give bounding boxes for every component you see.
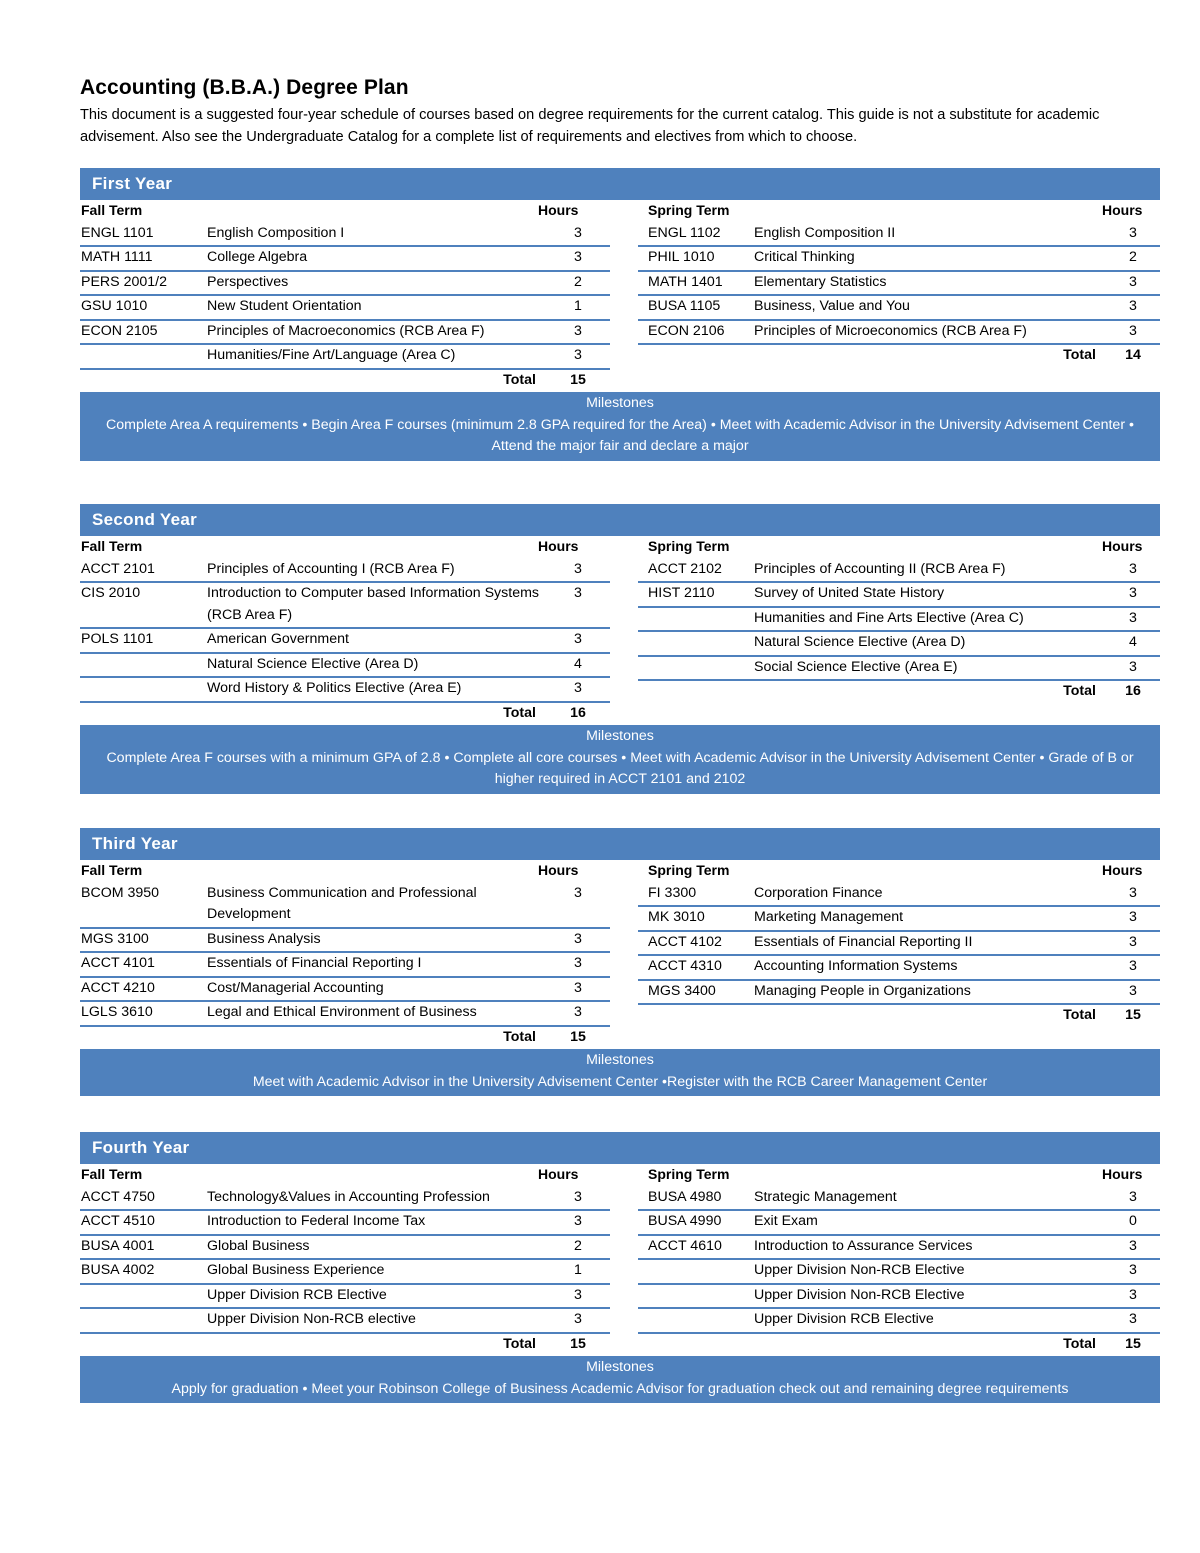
course-hours: 2: [1129, 249, 1137, 265]
course-row: [80, 345, 610, 370]
year-title: Second Year: [80, 504, 1160, 536]
course-title: Strategic Management: [754, 1188, 897, 1205]
course-hours: 3: [1129, 958, 1137, 974]
course-row: [80, 1002, 610, 1027]
course-hours: 3: [1129, 609, 1137, 626]
course-title: Natural Science Elective (Area D): [754, 634, 966, 650]
terms-container: [80, 860, 1160, 1049]
milestones-box: [80, 392, 1160, 461]
milestones-box: [80, 1049, 1160, 1096]
course-hours: 3: [1129, 298, 1137, 314]
hours-column-header: Hours: [538, 862, 579, 878]
course-row: [638, 1211, 1160, 1236]
course-hours: 3: [574, 1213, 582, 1229]
course-title: Critical Thinking: [754, 249, 855, 265]
spring-term-label: Spring Term: [648, 1166, 730, 1182]
hours-column-header: Hours: [1102, 862, 1143, 878]
course-hours: 3: [1129, 909, 1137, 925]
course-row: [80, 559, 610, 584]
course-hours: 3: [574, 560, 582, 577]
course-title: Global Business: [207, 1237, 310, 1254]
course-code: MATH 1401: [648, 273, 723, 290]
milestones-box: [80, 725, 1160, 794]
course-title: Natural Science Elective (Area D): [207, 655, 419, 672]
spring-term-table: [638, 860, 1160, 1049]
page-title: Accounting (B.B.A.) Degree Plan: [80, 76, 409, 99]
course-code: PERS 2001/2: [81, 273, 167, 290]
course-code: ACCT 4210: [81, 979, 155, 996]
course-row: [80, 1211, 610, 1236]
course-title: Global Business Experience: [207, 1262, 385, 1278]
course-title: Principles of Accounting I (RCB Area F): [207, 560, 455, 577]
course-code: ACCT 4101: [81, 955, 155, 971]
course-title: Accounting Information Systems: [754, 958, 958, 974]
milestones-heading: Milestones: [586, 1052, 654, 1068]
course-hours: 3: [574, 680, 582, 696]
course-title: Legal and Ethical Environment of Business: [207, 1004, 477, 1020]
fall-term-table: [80, 536, 610, 725]
course-code: ENGL 1102: [648, 224, 721, 241]
course-row: [80, 321, 610, 346]
hours-column-header: Hours: [1102, 538, 1143, 554]
course-hours: 0: [1129, 1213, 1137, 1229]
course-row: [638, 1260, 1160, 1285]
total-row: [638, 681, 1160, 704]
total-row: [638, 1334, 1160, 1357]
hours-column-header: Hours: [1102, 1166, 1143, 1182]
course-code: MK 3010: [648, 909, 705, 925]
total-hours: 15: [570, 1335, 586, 1352]
course-hours: 3: [1129, 884, 1137, 901]
course-hours: 3: [1129, 1286, 1137, 1303]
course-title: Managing People in Organizations: [754, 982, 971, 999]
hours-column-header: Hours: [538, 1166, 579, 1182]
course-hours: 3: [574, 1311, 582, 1327]
course-row: [638, 559, 1160, 584]
course-row: [638, 1187, 1160, 1212]
course-title: Upper Division RCB Elective: [207, 1286, 387, 1303]
course-hours: 3: [574, 979, 582, 996]
course-row: [80, 272, 610, 297]
course-title: Humanities and Fine Arts Elective (Area C): [754, 609, 1024, 626]
course-row: [638, 247, 1160, 272]
course-hours: 3: [1129, 224, 1137, 241]
course-row: [80, 978, 610, 1003]
total-label: Total: [1063, 683, 1096, 699]
total-hours: 15: [570, 371, 586, 388]
course-code: ECON 2105: [81, 322, 158, 339]
spring-term-label: Spring Term: [648, 538, 730, 554]
course-hours: 3: [574, 631, 582, 647]
course-row: [638, 657, 1160, 682]
course-code: BCOM 3950: [81, 884, 160, 901]
year-section-first: [80, 168, 1160, 461]
total-row: [638, 1005, 1160, 1028]
course-hours: 3: [574, 585, 582, 601]
spring-term-label: Spring Term: [648, 202, 730, 218]
total-row: [80, 370, 610, 393]
course-row: [638, 632, 1160, 657]
course-title: Humanities/Fine Art/Language (Area C): [207, 347, 456, 363]
year-title: Third Year: [80, 828, 1160, 860]
course-row: [80, 929, 610, 954]
course-title: Upper Division Non-RCB Elective: [754, 1262, 965, 1278]
fall-term-label: Fall Term: [81, 1166, 143, 1182]
fall-term-label: Fall Term: [81, 538, 143, 554]
total-label: Total: [1063, 347, 1096, 363]
course-code: MATH 1111: [81, 249, 153, 265]
course-title: Corporation Finance: [754, 884, 883, 901]
course-code: BUSA 4002: [81, 1262, 155, 1278]
course-code: BUSA 1105: [648, 298, 721, 314]
course-code: BUSA 4980: [648, 1188, 722, 1205]
term-header-row: [80, 536, 610, 559]
milestones-heading: Milestones: [586, 395, 654, 411]
course-row: [638, 1236, 1160, 1261]
course-title: Elementary Statistics: [754, 273, 887, 290]
course-code: ECON 2106: [648, 322, 725, 339]
course-code: GSU 1010: [81, 298, 148, 314]
course-code: CIS 2010: [81, 585, 141, 601]
total-row: [80, 1334, 610, 1357]
course-code: ACCT 4750: [81, 1188, 155, 1205]
course-row: [80, 1285, 610, 1310]
spring-term-table: [638, 1164, 1160, 1356]
spring-term-table: [638, 200, 1160, 392]
course-code: ENGL 1101: [81, 224, 154, 241]
course-hours: 1: [574, 1262, 582, 1278]
course-hours: 3: [574, 1004, 582, 1020]
course-code: BUSA 4001: [81, 1237, 155, 1254]
course-hours: 3: [574, 322, 582, 339]
course-title: Upper Division Non-RCB Elective: [754, 1286, 965, 1303]
course-hours: 3: [1129, 1311, 1137, 1327]
course-code: ACCT 2102: [648, 560, 722, 577]
spring-term-label: Spring Term: [648, 862, 730, 878]
course-hours: 3: [1129, 1262, 1137, 1278]
course-code: LGLS 3610: [81, 1004, 153, 1020]
total-hours: 16: [1125, 683, 1141, 699]
course-code: ACCT 2101: [81, 560, 155, 577]
course-hours: 3: [1129, 273, 1137, 290]
course-code: ACCT 4510: [81, 1213, 155, 1229]
course-row: [638, 1309, 1160, 1334]
course-hours: 2: [574, 273, 582, 290]
course-code: POLS 1101: [81, 631, 154, 647]
course-title: Business Communication and Professional Development: [207, 884, 477, 922]
course-hours: 3: [574, 1286, 582, 1303]
course-hours: 4: [1129, 634, 1137, 650]
course-row: [80, 678, 610, 703]
intro-text: This document is a suggested four-year schedule of courses based on degree requirements for the current catalog. This guide is not a substitute for academic advisement. Also see the Undergraduate Catalog for a complete list of requirements and electives from which to choose.: [80, 107, 1100, 145]
terms-container: [80, 1164, 1160, 1356]
course-row: [80, 654, 610, 679]
course-code: PHIL 1010: [648, 249, 715, 265]
course-title: Survey of United State History: [754, 585, 945, 601]
course-hours: 3: [574, 224, 582, 241]
total-hours: 14: [1125, 347, 1141, 363]
total-row: [638, 345, 1160, 368]
course-code: BUSA 4990: [648, 1213, 722, 1229]
course-title: Essentials of Financial Reporting I: [207, 955, 422, 971]
term-header-row: [638, 200, 1160, 223]
course-title: Essentials of Financial Reporting II: [754, 933, 973, 950]
course-hours: 1: [574, 298, 582, 314]
course-row: [638, 907, 1160, 932]
milestones-heading: Milestones: [586, 728, 654, 744]
fall-term-label: Fall Term: [81, 862, 143, 878]
term-header-row: [80, 200, 610, 223]
term-header-row: [638, 1164, 1160, 1187]
course-row: [638, 223, 1160, 248]
course-row: [80, 247, 610, 272]
course-code: MGS 3400: [648, 982, 716, 999]
course-hours: 2: [574, 1237, 582, 1254]
course-row: [80, 1309, 610, 1334]
course-hours: 3: [574, 1188, 582, 1205]
course-code: FI 3300: [648, 884, 697, 901]
course-row: [638, 321, 1160, 346]
course-hours: 3: [1129, 933, 1137, 950]
course-title: Upper Division Non-RCB elective: [207, 1311, 416, 1327]
milestones-text: Meet with Academic Advisor in the University Advisement Center •Register with the RCB Career Management Center: [252, 1073, 988, 1090]
total-label: Total: [503, 1335, 536, 1352]
course-code: ACCT 4610: [648, 1237, 722, 1254]
total-label: Total: [503, 371, 536, 388]
course-title: English Composition I: [207, 224, 345, 241]
course-title: Introduction to Assurance Services: [754, 1237, 973, 1254]
total-label: Total: [1063, 1335, 1096, 1352]
fall-term-table: [80, 1164, 610, 1356]
course-title: Technology&Values in Accounting Profession: [207, 1188, 490, 1205]
course-hours: 3: [574, 884, 582, 901]
term-header-row: [638, 536, 1160, 559]
course-row: [80, 223, 610, 248]
fall-term-table: [80, 200, 610, 392]
fall-term-label: Fall Term: [81, 202, 143, 218]
course-hours: 3: [574, 930, 582, 947]
hours-column-header: Hours: [1102, 202, 1143, 218]
total-hours: 16: [570, 704, 586, 721]
course-hours: 3: [1129, 560, 1137, 577]
course-row: [638, 883, 1160, 908]
course-row: [80, 296, 610, 321]
total-row: [80, 1027, 610, 1050]
course-row: [638, 296, 1160, 321]
course-code: HIST 2110: [648, 585, 715, 601]
course-code: ACCT 4310: [648, 958, 722, 974]
year-section-third: [80, 828, 1160, 1096]
course-title: Exit Exam: [754, 1213, 818, 1229]
course-row: [80, 1260, 610, 1285]
milestones-box: [80, 1356, 1160, 1403]
course-hours: 3: [1129, 585, 1137, 601]
terms-container: [80, 536, 1160, 725]
course-title: College Algebra: [207, 249, 308, 265]
milestones-heading: Milestones: [586, 1359, 654, 1375]
term-header-row: [80, 1164, 610, 1187]
course-title: Principles of Microeconomics (RCB Area F): [754, 322, 1027, 339]
course-hours: 3: [574, 955, 582, 971]
course-hours: 3: [1129, 1188, 1137, 1205]
course-row: [80, 1236, 610, 1261]
term-header-row: [80, 860, 610, 883]
course-title: Cost/Managerial Accounting: [207, 979, 384, 996]
course-row: [638, 272, 1160, 297]
hours-column-header: Hours: [538, 202, 579, 218]
course-row: [80, 1187, 610, 1212]
course-title: Upper Division RCB Elective: [754, 1311, 934, 1327]
course-hours: 3: [1129, 1237, 1137, 1254]
year-section-fourth: [80, 1132, 1160, 1403]
milestones-text: Apply for graduation • Meet your Robinson College of Business Academic Advisor for graduation check out and remaining degree requirements: [171, 1380, 1069, 1397]
year-title: Fourth Year: [80, 1132, 1160, 1164]
course-title: Business Analysis: [207, 930, 321, 947]
course-row: [80, 629, 610, 654]
course-title: Business, Value and You: [754, 298, 910, 314]
course-hours: 3: [1129, 982, 1137, 999]
course-row: [638, 608, 1160, 633]
course-title: Perspectives: [207, 273, 289, 290]
hours-column-header: Hours: [538, 538, 579, 554]
year-title: First Year: [80, 168, 1160, 200]
course-hours: 3: [574, 249, 582, 265]
total-label: Total: [503, 1028, 536, 1045]
course-title: Principles of Macroeconomics (RCB Area F): [207, 322, 485, 339]
course-hours: 3: [1129, 322, 1137, 339]
course-title: Principles of Accounting II (RCB Area F): [754, 560, 1006, 577]
spring-term-table: [638, 536, 1160, 725]
fall-term-table: [80, 860, 610, 1049]
course-row: [80, 953, 610, 978]
course-title: Word History & Politics Elective (Area E): [207, 680, 462, 696]
total-label: Total: [503, 704, 536, 721]
course-title: English Composition II: [754, 224, 896, 241]
course-row: [80, 583, 610, 629]
course-code: ACCT 4102: [648, 933, 722, 950]
course-hours: 3: [1129, 658, 1137, 675]
course-title: Introduction to Federal Income Tax: [207, 1213, 426, 1229]
total-label: Total: [1063, 1007, 1096, 1023]
course-row: [80, 883, 610, 929]
course-title: Introduction to Computer based Information Systems (RCB Area F): [207, 585, 539, 623]
term-header-row: [638, 860, 1160, 883]
total-row: [80, 703, 610, 726]
course-title: American Government: [207, 631, 349, 647]
course-row: [638, 956, 1160, 981]
terms-container: [80, 200, 1160, 392]
course-row: [638, 583, 1160, 608]
course-hours: 4: [574, 655, 582, 672]
course-title: Social Science Elective (Area E): [754, 658, 958, 675]
milestones-text: Complete Area F courses with a minimum GPA of 2.8 • Complete all core courses • Meet with Academic Advisor in the University Advisement Center • Grade of B or higher required in ACCT 2101 and 2102: [106, 749, 1134, 787]
total-hours: 15: [1125, 1335, 1141, 1352]
course-row: [638, 932, 1160, 957]
year-section-second: [80, 504, 1160, 794]
course-row: [638, 1285, 1160, 1310]
course-row: [638, 981, 1160, 1006]
course-title: New Student Orientation: [207, 298, 362, 314]
milestones-text: Complete Area A requirements • Begin Area F courses (minimum 2.8 GPA required for the Area) • Meet with Academic Advisor in the University Advisement Center • Attend the major fair and declare a major: [106, 416, 1134, 454]
course-hours: 3: [574, 347, 582, 363]
course-title: Marketing Management: [754, 909, 904, 925]
total-hours: 15: [1125, 1007, 1141, 1023]
course-code: MGS 3100: [81, 930, 149, 947]
total-hours: 15: [570, 1028, 586, 1045]
